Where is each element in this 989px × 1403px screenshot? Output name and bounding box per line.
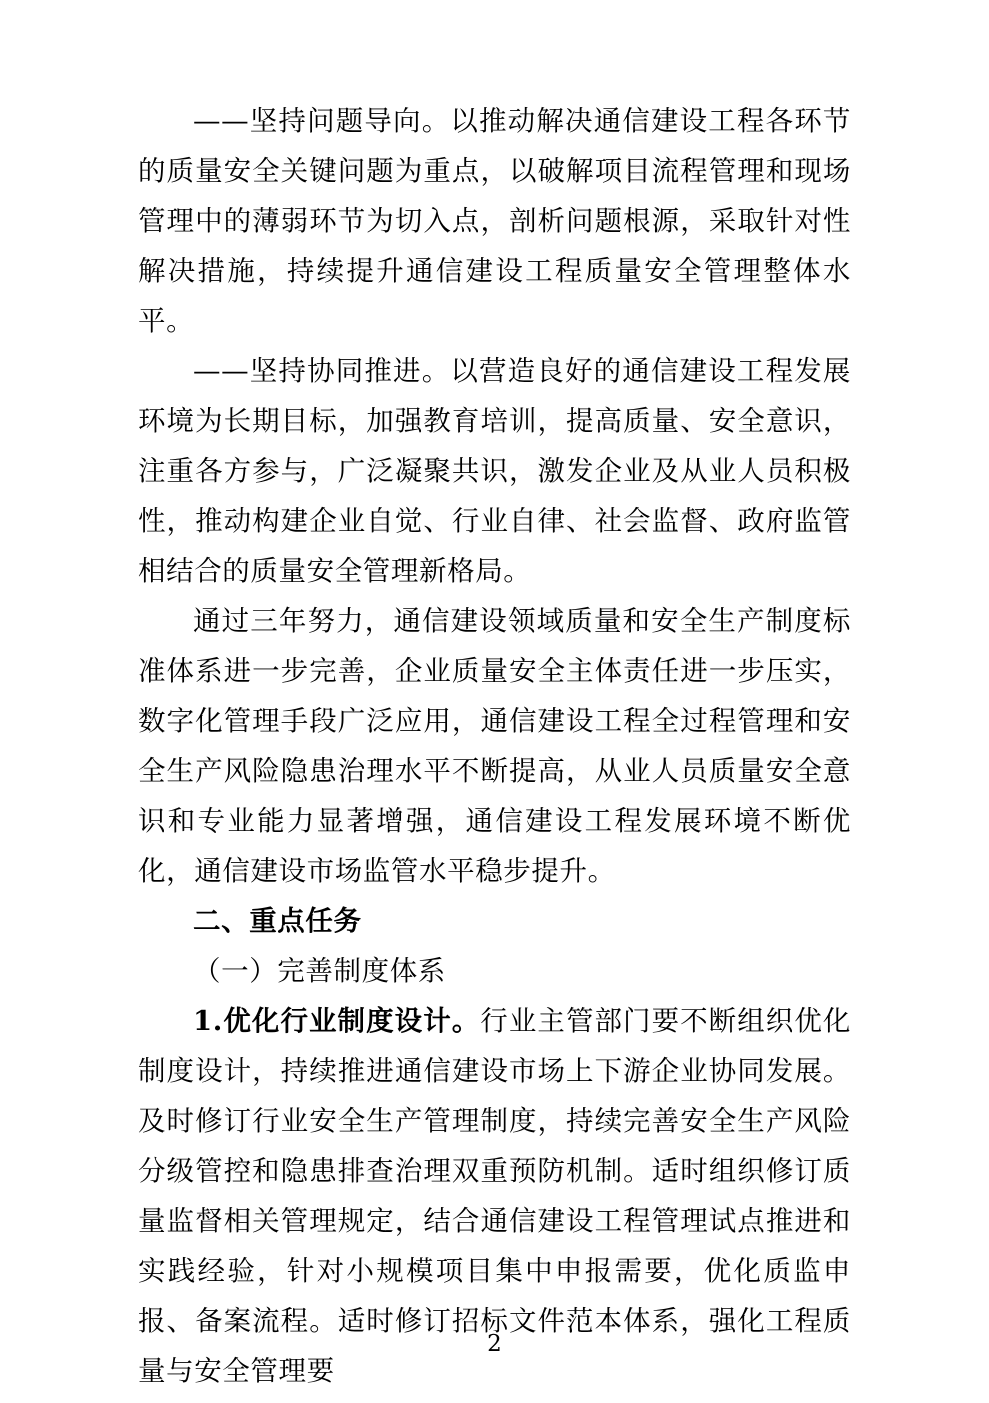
paragraph-lead-label: 1.优化行业制度设计。 [193,1005,481,1037]
paragraph-lead-body: 行业主管部门要不断组织优化制度设计，持续推进通信建设市场上下游企业协同发展。及时修订行业安全生产管理制度，持续完善安全生产风险分级管控和隐患排查治理双重预防机制。适时组织修订质量监督相关管理规定，结合通信建设工程管理试点推进和实践经验，针对小规模项目集中申报需要，优化质监申报、备案流程。适时修订招标文件范本体系，强化工程质量与安全管理要 [138,1005,851,1387]
subsection-heading-improve-system: （一）完善制度体系 [193,955,446,987]
page-number: 2 [487,1331,502,1357]
paragraph-problem-oriented: ——坚持问题导向。以推动解决通信建设工程各环节的质量安全关键问题为重点，以破解项目流程管理和现场管理中的薄弱环节为切入点，剖析问题根源，采取针对性解决措施，持续提升通信建设工程质量安全管理整体水平。 [138,105,851,337]
section-heading-key-tasks: 二、重点任务 [193,905,362,937]
paragraph-three-year-goals: 通过三年努力，通信建设领域质量和安全生产制度标准体系进一步完善，企业质量安全主体责任进一步压实，数字化管理手段广泛应用，通信建设工程全过程管理和安全生产风险隐患治理水平不断提高，从业人员质量安全意识和专业能力显著增强，通信建设工程发展环境不断优化，通信建设市场监管水平稳步提升。 [138,605,851,887]
document-body [138,96,851,1396]
paragraph-collaborative-advance: ——坚持协同推进。以营造良好的通信建设工程发展环境为长期目标，加强教育培训，提高质量、安全意识，注重各方参与，广泛凝聚共识，激发企业及从业人员积极性，推动构建企业自觉、行业自律、社会监督、政府监管相结合的质量安全管理新格局。 [138,355,851,587]
